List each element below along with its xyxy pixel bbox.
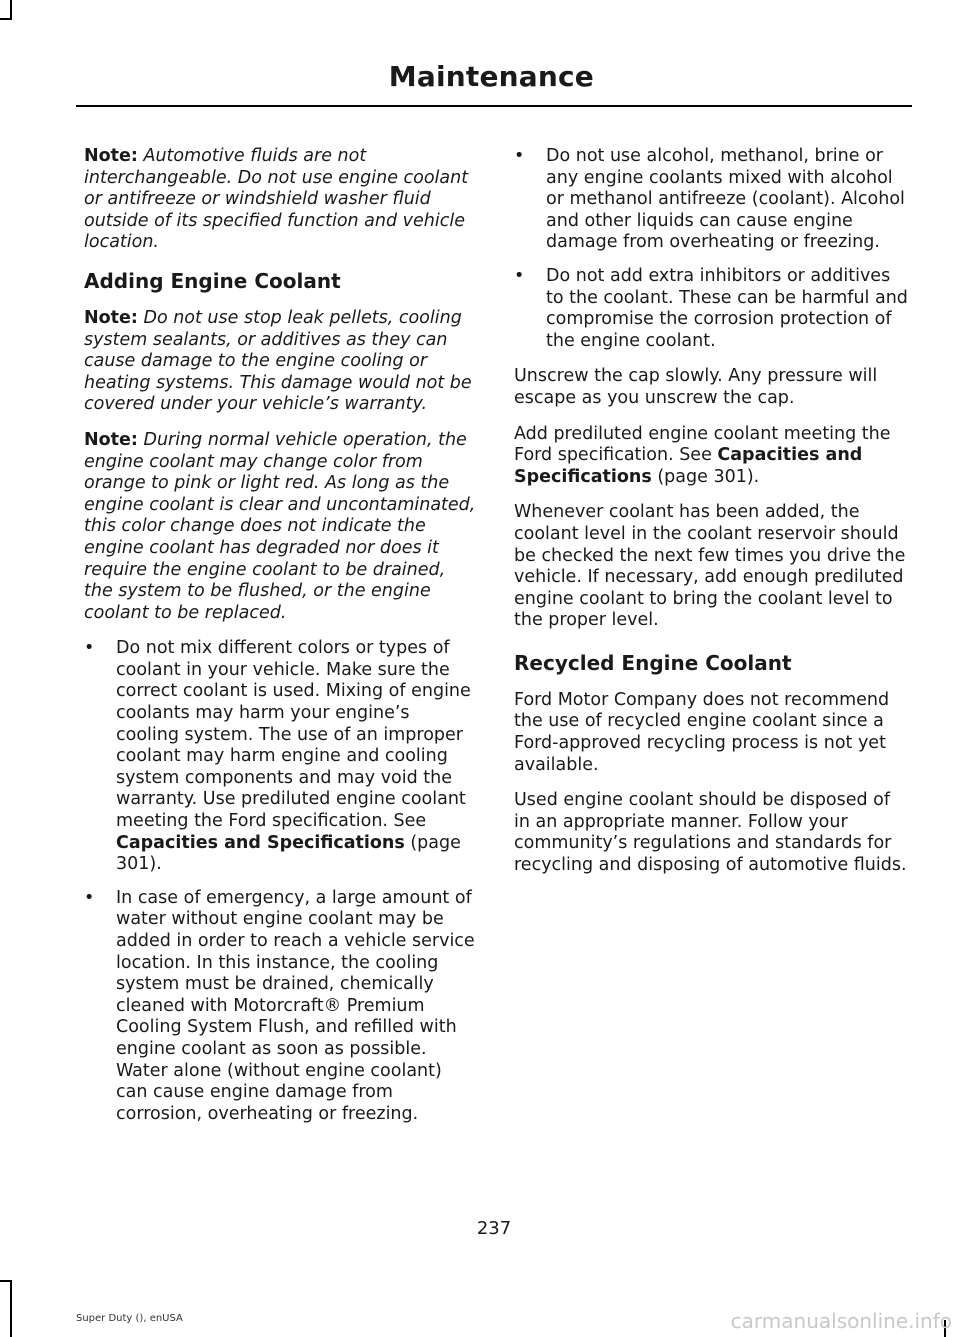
note-text: During normal vehicle operation, the engine coolant may change color from orange to pink or light red. As long as the engine coolant is clear and uncontaminated, this color change does not indicate the engine coolant has degraded nor does it require the engine coolant to be drained, the system to be flushed, or the engine coolant to be replaced. xyxy=(84,429,476,623)
right-column xyxy=(514,146,910,891)
bullet-glyph: • xyxy=(84,887,95,908)
heading-adding-engine-coolant: Adding Engine Coolant xyxy=(84,268,341,293)
note-color-change xyxy=(84,430,476,624)
note-label: Note: xyxy=(84,146,138,166)
note-text: Automotive fluids are not interchangeable. Do not use engine coolant or antifreeze or windshield washer fluid outside of its specified function and vehicle location. xyxy=(84,146,469,253)
page-number: 237 xyxy=(476,1218,512,1239)
crop-mark-bottom-left-h xyxy=(0,1280,12,1282)
bullet-glyph: • xyxy=(84,638,95,659)
paragraph-check-level: Whenever coolant has been added, the coolant level in the coolant reservoir should be checked the next few times you drive the vehicle. If necessary, add enough prediluted engine coolant to bring the coolant level to the proper level. xyxy=(514,502,906,631)
paragraph-recycled: Ford Motor Company does not recommend the use of recycled engine coolant since a Ford-approved recycling process is not yet available. xyxy=(514,689,890,775)
xref-link[interactable]: Capacities and Specifications xyxy=(514,445,863,487)
list-item-text: In case of emergency, a large amount of water without engine coolant may be added in order to reach a vehicle service location. In this instance, the cooling system must be drained, chemically cleaned with Motorcraft® Premium Cooling System Flush, and refilled with engine coolant as soon as possible. Water alone (without engine coolant) can cause engine damage from corrosion, overheating or freezing. xyxy=(116,887,475,1124)
list-item xyxy=(84,888,476,1126)
bullet-glyph: • xyxy=(514,146,525,166)
left-bullet-list xyxy=(84,638,476,1125)
page-title: Maintenance xyxy=(388,60,594,93)
note-label: Note: xyxy=(84,429,138,450)
note-text: Do not use stop leak pellets, cooling system sealants, or additives as they can cause damage to the engine cooling or heating systems. This damage would not be covered under your vehicle’s warranty. xyxy=(84,307,472,415)
paragraph-add-coolant xyxy=(514,424,910,489)
paragraph-disposal: Used engine coolant should be disposed of in an appropriate manner. Follow your community’s regulations and standards for recycling and disposing of automotive fluids. xyxy=(514,790,907,876)
left-column xyxy=(84,146,476,1139)
list-item-text: Do not use alcohol, methanol, brine or any engine coolants mixed with alcohol or methanol antifreeze (coolant). Alcohol and other liquids can cause engine damage from overheating or freezing. xyxy=(546,146,905,253)
list-item-text: Do not mix different colors or types of coolant in your vehicle. Make sure the correct coolant is used. Mixing of engine coolants may harm your engine’s cooling system. The use of an improper coolant may harm engine and cooling system components and may void the warranty. Use prediluted engine coolant meeting the Ford specification. See xyxy=(116,638,471,832)
watermark: carmanualsonline.info xyxy=(730,1309,952,1333)
list-item xyxy=(514,146,910,254)
paragraph-unscrew-cap: Unscrew the cap slowly. Any pressure will escape as you unscrew the cap. xyxy=(514,366,878,408)
list-item-text: Do not add extra inhibitors or additives to the coolant. These can be harmful and compromise the corrosion protection of the engine coolant. xyxy=(546,265,908,351)
xref-link[interactable]: Capacities and Specifications xyxy=(116,832,405,853)
right-bullet-list xyxy=(514,146,910,352)
note-label: Note: xyxy=(84,307,138,328)
paragraph-text: Add prediluted engine coolant meeting the Ford specification. See xyxy=(514,423,891,466)
page-ref: (page 301). xyxy=(116,832,461,875)
footer-text: Super Duty (), enUSA xyxy=(76,1313,183,1324)
crop-mark-top-left-v xyxy=(10,0,12,20)
heading-recycled-engine-coolant: Recycled Engine Coolant xyxy=(514,650,792,675)
list-item xyxy=(514,266,910,352)
crop-mark-top-left-h xyxy=(0,18,12,20)
bullet-glyph: • xyxy=(514,265,525,286)
list-item xyxy=(84,638,476,876)
note-fluids xyxy=(84,146,476,254)
header-rule xyxy=(76,105,912,107)
note-stop-leak xyxy=(84,308,476,416)
crop-mark-bottom-left-v xyxy=(10,1280,12,1337)
page-ref: (page 301). xyxy=(651,466,760,487)
